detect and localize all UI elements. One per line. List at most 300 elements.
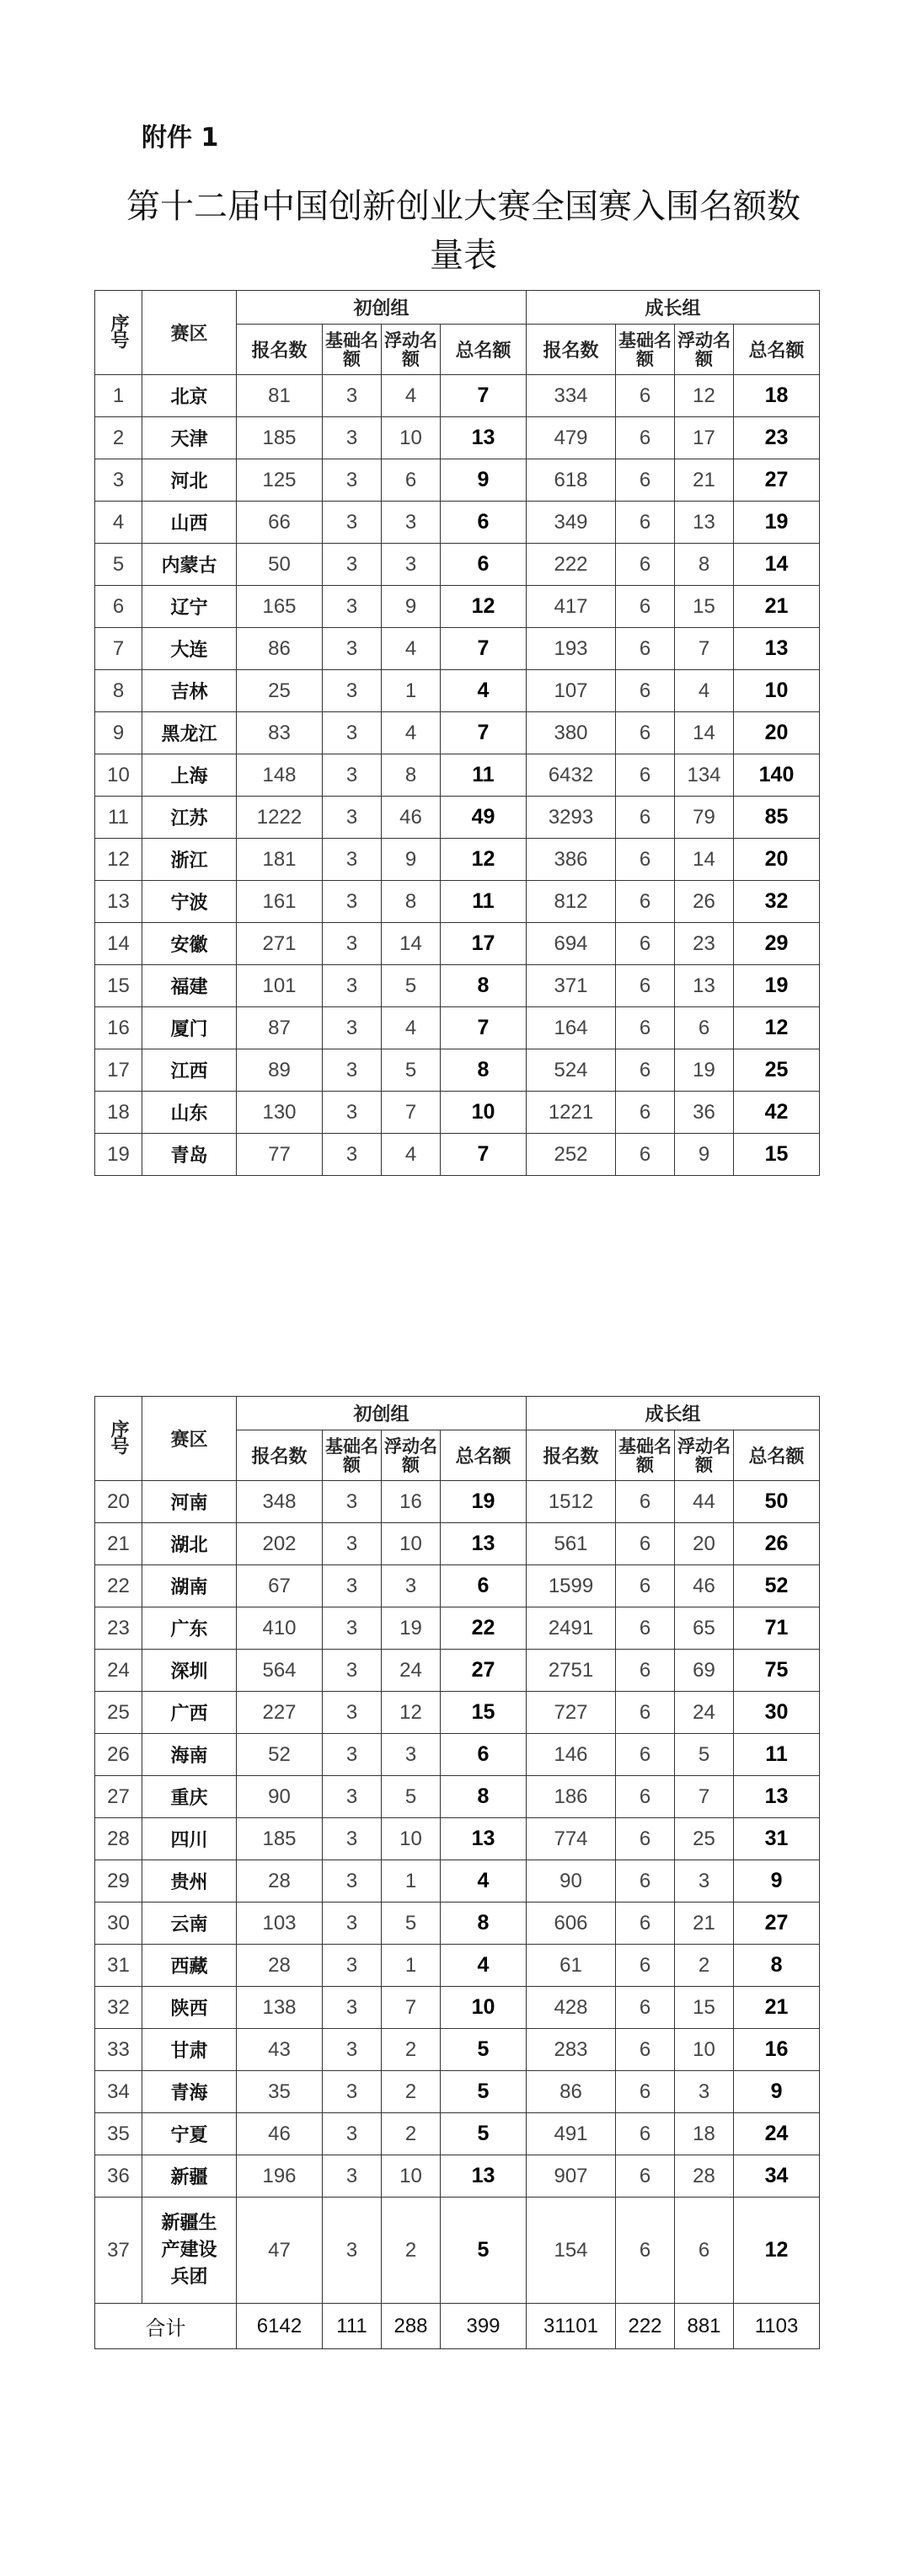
startup-base-quota: 3 xyxy=(323,417,382,459)
startup-base-quota: 3 xyxy=(323,1007,382,1049)
startup-total-quota: 11 xyxy=(441,754,527,797)
row-region: 青海 xyxy=(142,2071,237,2113)
startup-signups: 43 xyxy=(237,2029,323,2071)
startup-float-quota: 16 xyxy=(382,1481,441,1523)
growth-float-quota: 6 xyxy=(675,2198,734,2304)
growth-total-quota: 20 xyxy=(734,712,820,754)
row-index: 19 xyxy=(95,1134,142,1176)
growth-base-quota: 6 xyxy=(616,1523,675,1565)
growth-total-quota: 20 xyxy=(734,839,820,881)
startup-total-quota: 7 xyxy=(441,628,527,670)
startup-base-quota: 3 xyxy=(323,2029,382,2071)
startup-signups: 25 xyxy=(237,670,323,712)
startup-float-quota: 19 xyxy=(382,1607,441,1650)
growth-float-quota: 17 xyxy=(675,417,734,459)
row-region: 河南 xyxy=(142,1481,237,1523)
startup-total-quota: 5 xyxy=(441,2071,527,2113)
header-total-quota: 总名额 xyxy=(734,1430,820,1481)
header-base-quota: 基础名额 xyxy=(323,1430,382,1481)
startup-base-quota: 3 xyxy=(323,839,382,881)
growth-float-quota: 3 xyxy=(675,1860,734,1902)
growth-float-quota: 28 xyxy=(675,2155,734,2198)
startup-base-quota: 3 xyxy=(323,1565,382,1607)
table-row xyxy=(95,1607,820,1650)
startup-float-quota: 3 xyxy=(382,544,441,586)
startup-signups: 103 xyxy=(237,1902,323,1945)
row-region: 厦门 xyxy=(142,1007,237,1049)
startup-base-quota: 3 xyxy=(323,1945,382,1987)
startup-base-quota: 3 xyxy=(323,923,382,965)
growth-signups: 491 xyxy=(527,2113,616,2155)
total-growth-signups: 31101 xyxy=(527,2304,616,2349)
growth-total-quota: 23 xyxy=(734,417,820,459)
row-region: 贵州 xyxy=(142,1860,237,1902)
startup-float-quota: 3 xyxy=(382,1565,441,1607)
table-row xyxy=(95,1987,820,2029)
growth-base-quota: 6 xyxy=(616,1007,675,1049)
startup-float-quota: 1 xyxy=(382,1945,441,1987)
growth-float-quota: 23 xyxy=(675,923,734,965)
growth-base-quota: 6 xyxy=(616,1776,675,1818)
growth-total-quota: 10 xyxy=(734,670,820,712)
growth-base-quota: 6 xyxy=(616,2198,675,2304)
growth-float-quota: 79 xyxy=(675,797,734,839)
growth-base-quota: 6 xyxy=(616,1607,675,1650)
growth-base-quota: 6 xyxy=(616,544,675,586)
startup-total-quota: 7 xyxy=(441,712,527,754)
table-row xyxy=(95,839,820,881)
table-row xyxy=(95,459,820,502)
row-index: 14 xyxy=(95,923,142,965)
startup-base-quota: 3 xyxy=(323,1523,382,1565)
growth-signups: 146 xyxy=(527,1734,616,1776)
row-index: 22 xyxy=(95,1565,142,1607)
startup-total-quota: 5 xyxy=(441,2198,527,2304)
header-group-growth: 成长组 xyxy=(527,291,820,325)
startup-float-quota: 5 xyxy=(382,1049,441,1092)
growth-float-quota: 8 xyxy=(675,544,734,586)
row-index: 16 xyxy=(95,1007,142,1049)
growth-total-quota: 27 xyxy=(734,1902,820,1945)
growth-signups: 193 xyxy=(527,628,616,670)
quota-table-part-1 xyxy=(94,290,820,1176)
growth-float-quota: 134 xyxy=(675,754,734,797)
table-row xyxy=(95,2198,820,2304)
growth-total-quota: 140 xyxy=(734,754,820,797)
table-row xyxy=(95,1945,820,1987)
growth-signups: 1599 xyxy=(527,1565,616,1607)
growth-base-quota: 6 xyxy=(616,2113,675,2155)
row-region: 湖南 xyxy=(142,1565,237,1607)
growth-base-quota: 6 xyxy=(616,1092,675,1134)
startup-total-quota: 13 xyxy=(441,2155,527,2198)
growth-signups: 2751 xyxy=(527,1650,616,1692)
growth-total-quota: 19 xyxy=(734,502,820,544)
startup-float-quota: 4 xyxy=(382,628,441,670)
growth-float-quota: 10 xyxy=(675,2029,734,2071)
growth-float-quota: 46 xyxy=(675,1565,734,1607)
growth-float-quota: 14 xyxy=(675,712,734,754)
row-index: 34 xyxy=(95,2071,142,2113)
row-index: 36 xyxy=(95,2155,142,2198)
row-index: 25 xyxy=(95,1692,142,1734)
startup-signups: 410 xyxy=(237,1607,323,1650)
startup-total-quota: 27 xyxy=(441,1650,527,1692)
growth-base-quota: 6 xyxy=(616,586,675,628)
startup-total-quota: 10 xyxy=(441,1987,527,2029)
growth-base-quota: 6 xyxy=(616,417,675,459)
row-index: 37 xyxy=(95,2198,142,2304)
growth-signups: 222 xyxy=(527,544,616,586)
startup-signups: 66 xyxy=(237,502,323,544)
growth-total-quota: 12 xyxy=(734,2198,820,2304)
row-region: 湖北 xyxy=(142,1523,237,1565)
startup-total-quota: 15 xyxy=(441,1692,527,1734)
startup-signups: 52 xyxy=(237,1734,323,1776)
growth-total-quota: 85 xyxy=(734,797,820,839)
startup-signups: 271 xyxy=(237,923,323,965)
quota-table-part-2 xyxy=(94,1396,820,2349)
table-row xyxy=(95,1902,820,1945)
row-index: 13 xyxy=(95,881,142,923)
growth-signups: 154 xyxy=(527,2198,616,2304)
table-row xyxy=(95,881,820,923)
growth-float-quota: 21 xyxy=(675,1902,734,1945)
growth-total-quota: 24 xyxy=(734,2113,820,2155)
startup-base-quota: 3 xyxy=(323,881,382,923)
growth-signups: 86 xyxy=(527,2071,616,2113)
growth-signups: 6432 xyxy=(527,754,616,797)
startup-base-quota: 3 xyxy=(323,754,382,797)
startup-signups: 86 xyxy=(237,628,323,670)
row-region: 吉林 xyxy=(142,670,237,712)
row-region: 大连 xyxy=(142,628,237,670)
table-row xyxy=(95,965,820,1007)
startup-base-quota: 3 xyxy=(323,1987,382,2029)
row-region: 深圳 xyxy=(142,1650,237,1692)
row-index: 32 xyxy=(95,1987,142,2029)
table-row xyxy=(95,1049,820,1092)
startup-float-quota: 6 xyxy=(382,459,441,502)
startup-total-quota: 13 xyxy=(441,1818,527,1860)
startup-float-quota: 10 xyxy=(382,417,441,459)
startup-signups: 81 xyxy=(237,375,323,417)
growth-signups: 606 xyxy=(527,1902,616,1945)
table-row xyxy=(95,1092,820,1134)
row-region: 河北 xyxy=(142,459,237,502)
row-region: 上海 xyxy=(142,754,237,797)
row-region: 福建 xyxy=(142,965,237,1007)
growth-signups: 283 xyxy=(527,2029,616,2071)
growth-signups: 524 xyxy=(527,1049,616,1092)
startup-float-quota: 4 xyxy=(382,1007,441,1049)
growth-float-quota: 25 xyxy=(675,1818,734,1860)
startup-signups: 564 xyxy=(237,1650,323,1692)
growth-float-quota: 9 xyxy=(675,1134,734,1176)
row-index: 31 xyxy=(95,1945,142,1987)
header-base-quota: 基础名额 xyxy=(323,325,382,375)
startup-signups: 138 xyxy=(237,1987,323,2029)
startup-signups: 161 xyxy=(237,881,323,923)
startup-base-quota: 3 xyxy=(323,2071,382,2113)
startup-signups: 196 xyxy=(237,2155,323,2198)
growth-base-quota: 6 xyxy=(616,502,675,544)
startup-base-quota: 3 xyxy=(323,712,382,754)
row-region: 辽宁 xyxy=(142,586,237,628)
row-region: 宁波 xyxy=(142,881,237,923)
row-index: 33 xyxy=(95,2029,142,2071)
startup-float-quota: 10 xyxy=(382,1818,441,1860)
startup-total-quota: 17 xyxy=(441,923,527,965)
growth-signups: 164 xyxy=(527,1007,616,1049)
startup-signups: 28 xyxy=(237,1945,323,1987)
header-float-quota: 浮动名额 xyxy=(675,1430,734,1481)
startup-signups: 77 xyxy=(237,1134,323,1176)
growth-signups: 618 xyxy=(527,459,616,502)
growth-total-quota: 13 xyxy=(734,628,820,670)
startup-float-quota: 1 xyxy=(382,670,441,712)
row-index: 29 xyxy=(95,1860,142,1902)
growth-float-quota: 13 xyxy=(675,965,734,1007)
growth-total-quota: 52 xyxy=(734,1565,820,1607)
startup-base-quota: 3 xyxy=(323,1134,382,1176)
growth-base-quota: 6 xyxy=(616,1049,675,1092)
startup-total-quota: 7 xyxy=(441,375,527,417)
startup-signups: 130 xyxy=(237,1092,323,1134)
growth-float-quota: 20 xyxy=(675,1523,734,1565)
startup-signups: 47 xyxy=(237,2198,323,2304)
growth-base-quota: 6 xyxy=(616,1134,675,1176)
startup-signups: 181 xyxy=(237,839,323,881)
startup-base-quota: 3 xyxy=(323,2113,382,2155)
table-row xyxy=(95,1565,820,1607)
row-index: 3 xyxy=(95,459,142,502)
growth-float-quota: 6 xyxy=(675,1007,734,1049)
row-region: 海南 xyxy=(142,1734,237,1776)
growth-base-quota: 6 xyxy=(616,797,675,839)
header-signups: 报名数 xyxy=(237,325,323,375)
growth-base-quota: 6 xyxy=(616,1481,675,1523)
row-index: 7 xyxy=(95,628,142,670)
total-startup-base: 111 xyxy=(323,2304,382,2349)
startup-float-quota: 3 xyxy=(382,502,441,544)
startup-total-quota: 5 xyxy=(441,2029,527,2071)
startup-total-quota: 8 xyxy=(441,965,527,1007)
header-float-quota: 浮动名额 xyxy=(382,325,441,375)
growth-base-quota: 6 xyxy=(616,2155,675,2198)
growth-total-quota: 30 xyxy=(734,1692,820,1734)
growth-base-quota: 6 xyxy=(616,839,675,881)
startup-total-quota: 7 xyxy=(441,1134,527,1176)
growth-total-quota: 42 xyxy=(734,1092,820,1134)
row-region: 广西 xyxy=(142,1692,237,1734)
row-region: 陕西 xyxy=(142,1987,237,2029)
row-index: 23 xyxy=(95,1607,142,1650)
growth-total-quota: 50 xyxy=(734,1481,820,1523)
table-row xyxy=(95,797,820,839)
row-region: 广东 xyxy=(142,1607,237,1650)
table-row xyxy=(95,2155,820,2198)
header-signups: 报名数 xyxy=(527,325,616,375)
startup-base-quota: 3 xyxy=(323,1049,382,1092)
startup-signups: 83 xyxy=(237,712,323,754)
growth-total-quota: 8 xyxy=(734,1945,820,1987)
total-growth-float: 881 xyxy=(675,2304,734,2349)
growth-signups: 380 xyxy=(527,712,616,754)
startup-base-quota: 3 xyxy=(323,1776,382,1818)
growth-float-quota: 15 xyxy=(675,1987,734,2029)
growth-float-quota: 14 xyxy=(675,839,734,881)
startup-signups: 89 xyxy=(237,1049,323,1092)
growth-signups: 774 xyxy=(527,1818,616,1860)
growth-total-quota: 34 xyxy=(734,2155,820,2198)
table-row xyxy=(95,1860,820,1902)
table-row xyxy=(95,544,820,586)
growth-base-quota: 6 xyxy=(616,1734,675,1776)
header-total-quota: 总名额 xyxy=(734,325,820,375)
header-total-quota: 总名额 xyxy=(441,1430,527,1481)
startup-total-quota: 8 xyxy=(441,1776,527,1818)
startup-base-quota: 3 xyxy=(323,2155,382,2198)
growth-total-quota: 14 xyxy=(734,544,820,586)
header-group-startup: 初创组 xyxy=(237,291,527,325)
startup-total-quota: 12 xyxy=(441,586,527,628)
growth-total-quota: 25 xyxy=(734,1049,820,1092)
startup-total-quota: 49 xyxy=(441,797,527,839)
growth-total-quota: 21 xyxy=(734,586,820,628)
startup-float-quota: 5 xyxy=(382,1902,441,1945)
startup-signups: 101 xyxy=(237,965,323,1007)
growth-signups: 727 xyxy=(527,1692,616,1734)
header-float-quota: 浮动名额 xyxy=(675,325,734,375)
startup-base-quota: 3 xyxy=(323,459,382,502)
growth-total-quota: 12 xyxy=(734,1007,820,1049)
growth-float-quota: 24 xyxy=(675,1692,734,1734)
growth-signups: 90 xyxy=(527,1860,616,1902)
startup-total-quota: 6 xyxy=(441,544,527,586)
row-index: 6 xyxy=(95,586,142,628)
startup-base-quota: 3 xyxy=(323,628,382,670)
startup-total-quota: 6 xyxy=(441,1565,527,1607)
growth-base-quota: 6 xyxy=(616,881,675,923)
startup-float-quota: 4 xyxy=(382,1134,441,1176)
growth-total-quota: 19 xyxy=(734,965,820,1007)
startup-base-quota: 3 xyxy=(323,965,382,1007)
header-region: 赛区 xyxy=(142,1397,237,1481)
total-startup-float: 288 xyxy=(382,2304,441,2349)
header-index: 序号 xyxy=(95,291,142,375)
growth-base-quota: 6 xyxy=(616,1987,675,2029)
startup-signups: 148 xyxy=(237,754,323,797)
growth-base-quota: 6 xyxy=(616,1860,675,1902)
growth-base-quota: 6 xyxy=(616,1902,675,1945)
startup-total-quota: 13 xyxy=(441,417,527,459)
startup-total-quota: 4 xyxy=(441,670,527,712)
growth-base-quota: 6 xyxy=(616,670,675,712)
startup-total-quota: 4 xyxy=(441,1945,527,1987)
growth-float-quota: 26 xyxy=(675,881,734,923)
table-row xyxy=(95,1481,820,1523)
row-region: 新疆 xyxy=(142,2155,237,2198)
totals-row xyxy=(95,2304,820,2349)
row-region: 江西 xyxy=(142,1049,237,1092)
startup-float-quota: 2 xyxy=(382,2029,441,2071)
growth-float-quota: 12 xyxy=(675,375,734,417)
growth-float-quota: 18 xyxy=(675,2113,734,2155)
table-row xyxy=(95,417,820,459)
startup-signups: 227 xyxy=(237,1692,323,1734)
table-row xyxy=(95,1734,820,1776)
row-region: 北京 xyxy=(142,375,237,417)
row-region: 西藏 xyxy=(142,1945,237,1987)
table-row xyxy=(95,2071,820,2113)
growth-signups: 107 xyxy=(527,670,616,712)
growth-base-quota: 6 xyxy=(616,754,675,797)
growth-signups: 479 xyxy=(527,417,616,459)
header-total-quota: 总名额 xyxy=(441,325,527,375)
growth-signups: 1512 xyxy=(527,1481,616,1523)
startup-total-quota: 13 xyxy=(441,1523,527,1565)
table-row xyxy=(95,1523,820,1565)
table-row xyxy=(95,1776,820,1818)
row-region: 宁夏 xyxy=(142,2113,237,2155)
growth-signups: 561 xyxy=(527,1523,616,1565)
growth-float-quota: 2 xyxy=(675,1945,734,1987)
row-index: 4 xyxy=(95,502,142,544)
header-signups: 报名数 xyxy=(237,1430,323,1481)
startup-total-quota: 5 xyxy=(441,2113,527,2155)
row-index: 27 xyxy=(95,1776,142,1818)
startup-float-quota: 9 xyxy=(382,839,441,881)
startup-total-quota: 6 xyxy=(441,502,527,544)
startup-float-quota: 2 xyxy=(382,2071,441,2113)
table-row xyxy=(95,923,820,965)
growth-base-quota: 6 xyxy=(616,965,675,1007)
table-row xyxy=(95,502,820,544)
startup-float-quota: 46 xyxy=(382,797,441,839)
growth-signups: 812 xyxy=(527,881,616,923)
startup-total-quota: 7 xyxy=(441,1007,527,1049)
growth-base-quota: 6 xyxy=(616,2029,675,2071)
growth-signups: 1221 xyxy=(527,1092,616,1134)
growth-total-quota: 16 xyxy=(734,2029,820,2071)
row-region: 云南 xyxy=(142,1902,237,1945)
growth-total-quota: 18 xyxy=(734,375,820,417)
growth-float-quota: 13 xyxy=(675,502,734,544)
startup-signups: 67 xyxy=(237,1565,323,1607)
startup-base-quota: 3 xyxy=(323,544,382,586)
growth-signups: 2491 xyxy=(527,1607,616,1650)
startup-signups: 165 xyxy=(237,586,323,628)
row-region: 黑龙江 xyxy=(142,712,237,754)
table-row xyxy=(95,1650,820,1692)
startup-base-quota: 3 xyxy=(323,1650,382,1692)
growth-total-quota: 71 xyxy=(734,1607,820,1650)
growth-signups: 428 xyxy=(527,1987,616,2029)
startup-base-quota: 3 xyxy=(323,1902,382,1945)
header-region: 赛区 xyxy=(142,291,237,375)
startup-base-quota: 3 xyxy=(323,1481,382,1523)
growth-signups: 3293 xyxy=(527,797,616,839)
row-index: 9 xyxy=(95,712,142,754)
startup-float-quota: 10 xyxy=(382,2155,441,2198)
growth-base-quota: 6 xyxy=(616,1650,675,1692)
row-index: 21 xyxy=(95,1523,142,1565)
startup-base-quota: 3 xyxy=(323,2198,382,2304)
growth-signups: 694 xyxy=(527,923,616,965)
growth-signups: 386 xyxy=(527,839,616,881)
table-row xyxy=(95,712,820,754)
